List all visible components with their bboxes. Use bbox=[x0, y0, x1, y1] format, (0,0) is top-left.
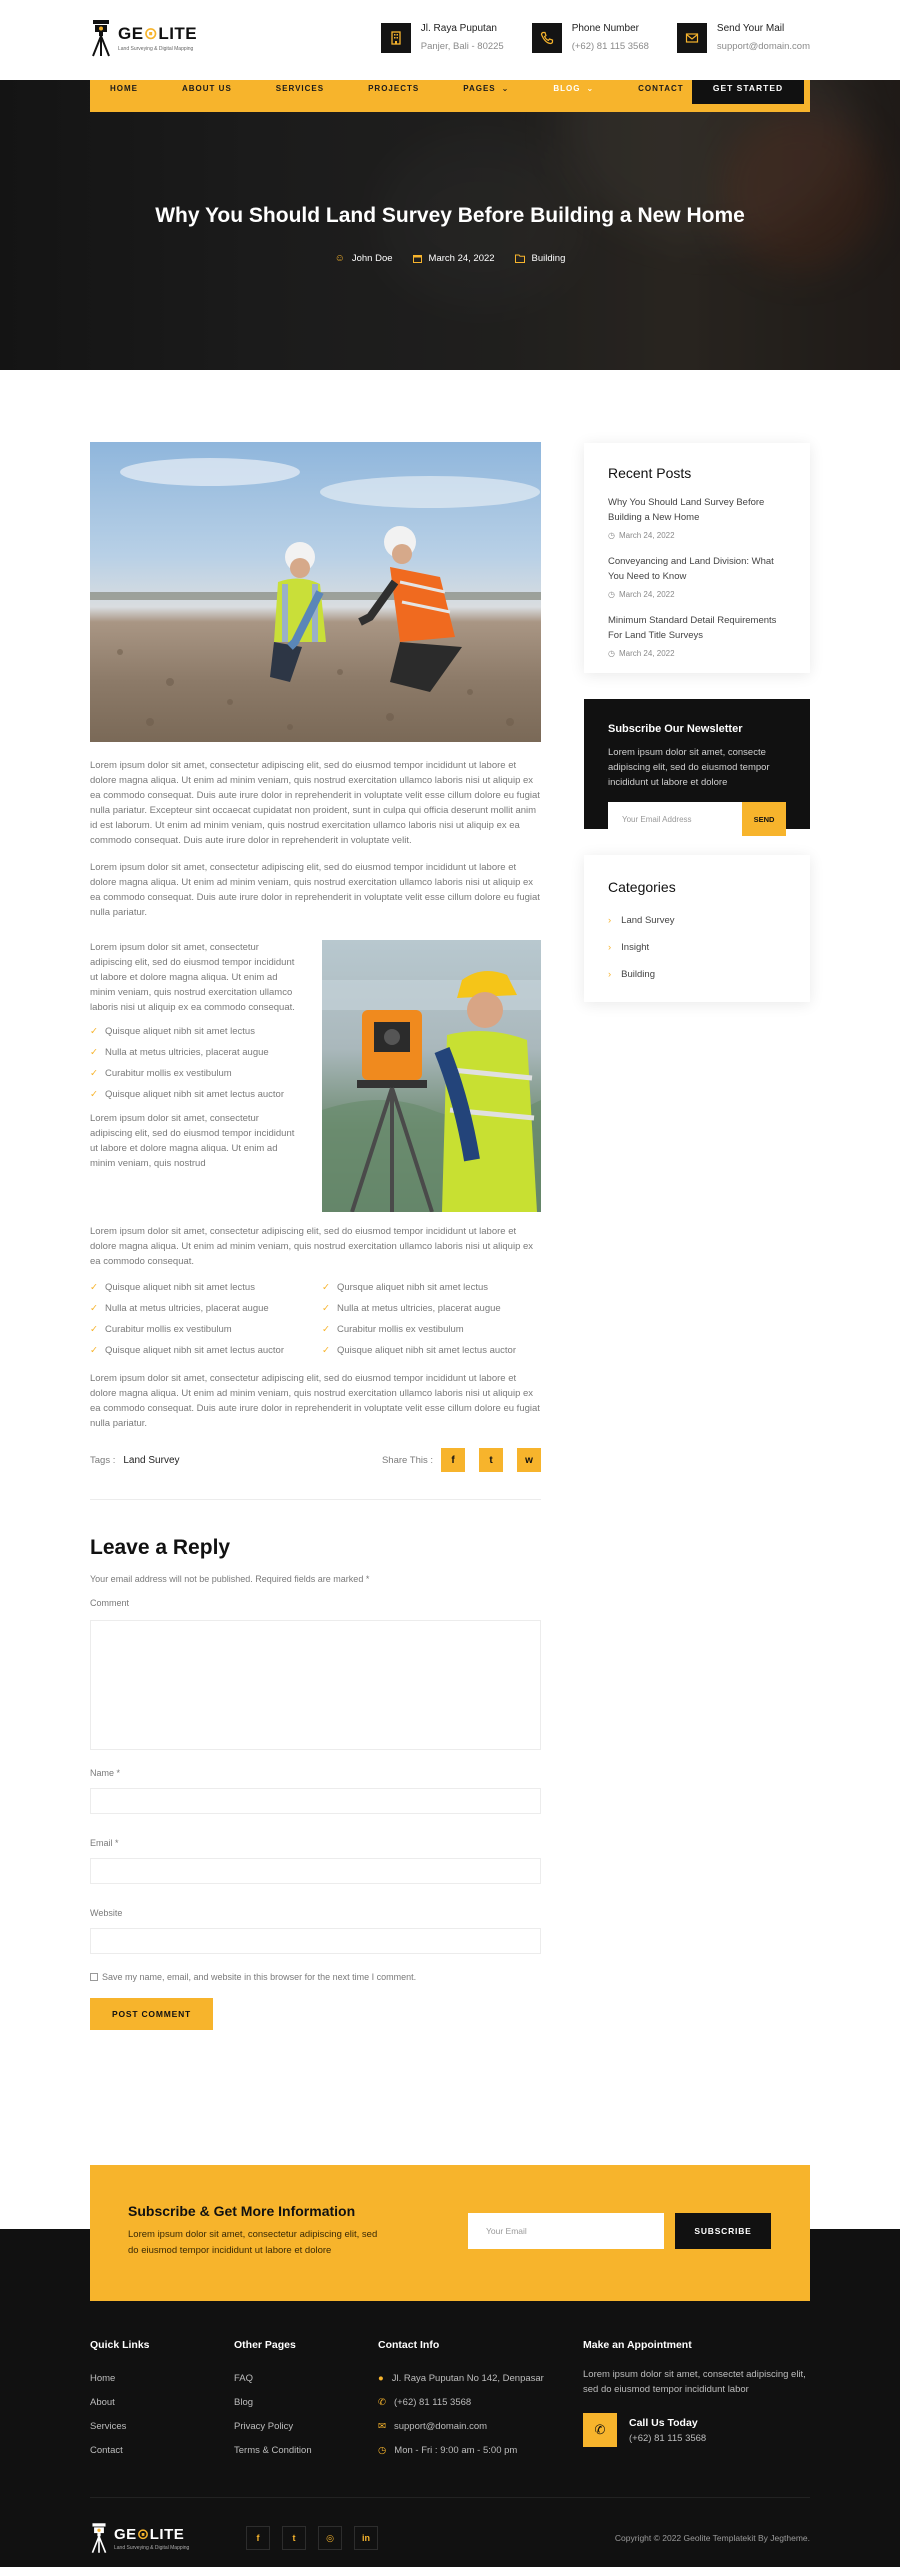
folder-icon bbox=[515, 254, 525, 263]
header-contacts bbox=[381, 22, 810, 54]
footer-link[interactable]: FAQ bbox=[234, 2373, 254, 2384]
recent-posts-title: Recent Posts bbox=[608, 465, 692, 481]
post-tags bbox=[90, 1455, 180, 1466]
header-contact-address bbox=[381, 22, 504, 54]
footer-link[interactable]: About bbox=[90, 2397, 115, 2408]
tag-link[interactable]: Land Survey bbox=[123, 1454, 180, 1466]
email-field[interactable] bbox=[90, 1858, 541, 1884]
article-paragraph: Lorem ipsum dolor sit amet, consectetur adipiscing elit, sed do eiusmod tempor incididunt ut labore et dolore magna aliqua. Ut enim ad minim veniam, quis nostrud exercitation ullamco laboris nisi ut aliquip ex ea commodo consequat. bbox=[90, 942, 295, 1013]
list-item bbox=[90, 1340, 322, 1361]
check-icon: ✓ bbox=[90, 1026, 98, 1037]
check-icon: ✓ bbox=[90, 1089, 98, 1100]
logo-o-icon: ⊙ bbox=[136, 2526, 150, 2543]
list-item-text: Curabitur mollis ex vestibulum bbox=[104, 1068, 232, 1079]
list-item bbox=[90, 1021, 302, 1042]
newsletter-text: Lorem ipsum dolor sit amet, consecte adipiscing elit, sed do eiusmod tempor incididunt ut labore et dolore bbox=[608, 747, 770, 788]
recent-post[interactable] bbox=[608, 495, 786, 540]
categories-title: Categories bbox=[608, 879, 676, 895]
article bbox=[90, 442, 541, 2030]
linkedin-icon[interactable]: in bbox=[354, 2526, 378, 2550]
recent-post[interactable] bbox=[608, 613, 786, 658]
list-item bbox=[322, 1277, 516, 1298]
list-item bbox=[90, 1319, 322, 1340]
page-hero bbox=[0, 80, 900, 370]
save-info-checkbox[interactable] bbox=[90, 1973, 98, 1981]
footer-contact-text: Mon - Fri : 9:00 am - 5:00 pm bbox=[394, 2445, 518, 2456]
list-item bbox=[90, 1084, 302, 1105]
clock-icon: ◷ bbox=[608, 590, 615, 599]
email-label: Email * bbox=[90, 1838, 119, 1848]
footer-link[interactable]: Blog bbox=[234, 2397, 254, 2408]
footer-contact-item[interactable] bbox=[378, 2391, 583, 2415]
footer-link[interactable]: Privacy Policy bbox=[234, 2421, 294, 2432]
footer-heading: Make an Appointment bbox=[583, 2339, 692, 2351]
category-label: Land Survey bbox=[621, 915, 675, 926]
nav-services[interactable]: SERVICES bbox=[275, 83, 325, 93]
footer-logo[interactable] bbox=[90, 2521, 189, 2555]
call-us-number: (+62) 81 115 3568 bbox=[629, 2432, 707, 2444]
post-meta bbox=[0, 253, 900, 264]
phone-call-icon: ✆ bbox=[583, 2413, 617, 2447]
newsletter-widget bbox=[584, 699, 810, 829]
copyright: Copyright © 2022 Geolite Templatekit By Jegtheme. bbox=[614, 2533, 810, 2543]
top-header bbox=[0, 0, 900, 80]
contact-sub: Panjer, Bali - 80225 bbox=[420, 41, 504, 52]
list-item bbox=[90, 1277, 322, 1298]
article-paragraph: Lorem ipsum dolor sit amet, consectetur adipiscing elit, sed do eiusmod tempor incididunt ut labore et dolore magna aliqua. Ut enim ad minim veniam, quis nostrud exercitation ullamco laboris nisi ut aliquip ex ea commodo consequat. Duis aute irure dolor in reprehenderit in voluptate velit esse cillum dolore eu fugiat nulla pariatur. bbox=[90, 862, 540, 918]
tags-share-row bbox=[90, 1447, 541, 1473]
list-item bbox=[90, 1298, 322, 1319]
website-field[interactable] bbox=[90, 1928, 541, 1954]
clock-icon: ◷ bbox=[378, 2445, 387, 2456]
contact-sub: support@domain.com bbox=[716, 41, 810, 52]
footer-divider bbox=[90, 2497, 810, 2498]
main-nav bbox=[90, 80, 810, 112]
post-author-name: John Doe bbox=[351, 253, 393, 264]
category-label: Building bbox=[621, 969, 655, 980]
footer-heading: Contact Info bbox=[378, 2339, 440, 2351]
share-buttons bbox=[382, 1448, 541, 1472]
footer-contact-text: support@domain.com bbox=[393, 2421, 488, 2432]
footer-columns bbox=[90, 2339, 810, 2463]
nav-projects[interactable]: PROJECTS bbox=[368, 83, 420, 93]
logo-text-post: LITE bbox=[149, 2526, 185, 2543]
mail-icon bbox=[677, 23, 707, 53]
surveyor-with-theodolite-illustration bbox=[322, 940, 541, 1212]
chevron-right-icon: › bbox=[608, 942, 612, 953]
list-item-text: Nulla at metus ultricies, placerat augue bbox=[104, 1047, 269, 1058]
building-icon bbox=[381, 23, 411, 53]
category-label: Insight bbox=[621, 942, 650, 953]
contact-sub: (+62) 81 115 3568 bbox=[571, 41, 649, 52]
recent-post-title[interactable]: Minimum Standard Detail Requirements For Land Title Surveys bbox=[608, 615, 777, 641]
list-item-text: Quisque aliquet nibh sit amet lectus auctor bbox=[336, 1345, 516, 1356]
check-icon: ✓ bbox=[90, 1324, 98, 1335]
post-category-text: Building bbox=[531, 253, 566, 264]
list-item bbox=[90, 1042, 302, 1063]
contact-title: Phone Number bbox=[571, 23, 639, 34]
save-info-label: Save my name, email, and website in this browser for the next time I comment. bbox=[102, 1972, 417, 1982]
footer-contact-item bbox=[378, 2439, 583, 2463]
facebook-icon[interactable]: f bbox=[246, 2526, 270, 2550]
list-item-text: Curabitur mollis ex vestibulum bbox=[104, 1324, 232, 1335]
comment-textarea[interactable] bbox=[90, 1620, 541, 1750]
category-item[interactable] bbox=[608, 907, 786, 934]
list-item-text: Nulla at metus ultricies, placerat augue bbox=[104, 1303, 269, 1314]
category-item[interactable] bbox=[608, 934, 786, 961]
recent-post[interactable] bbox=[608, 554, 786, 599]
recent-post-title[interactable]: Why You Should Land Survey Before Building a New Home bbox=[608, 497, 765, 523]
check-icon: ✓ bbox=[322, 1324, 330, 1335]
calendar-icon bbox=[413, 254, 422, 263]
category-item[interactable] bbox=[608, 961, 786, 988]
chevron-down-icon: ⌄ bbox=[586, 83, 595, 93]
twitter-icon[interactable]: t bbox=[282, 2526, 306, 2550]
instagram-icon[interactable]: ◎ bbox=[318, 2526, 342, 2550]
get-started-button[interactable]: GET STARTED bbox=[692, 80, 804, 104]
list-item bbox=[90, 1063, 302, 1084]
check-icon: ✓ bbox=[322, 1303, 330, 1314]
logo-text-post: LITE bbox=[158, 24, 198, 43]
surveyors-photo-illustration bbox=[90, 442, 541, 742]
footer-link[interactable]: Services bbox=[90, 2421, 127, 2432]
mail-icon: ✉ bbox=[378, 2421, 386, 2432]
location-pin-icon: ● bbox=[378, 2373, 384, 2384]
footer-heading: Quick Links bbox=[90, 2339, 150, 2351]
check-icon: ✓ bbox=[322, 1345, 330, 1356]
post-comment-button[interactable]: POST COMMENT bbox=[90, 1998, 213, 2030]
newsletter-title: Subscribe Our Newsletter bbox=[608, 723, 743, 735]
contact-title: Send Your Mail bbox=[716, 23, 785, 34]
nav-contact[interactable]: CONTACT bbox=[638, 83, 684, 93]
phone-icon: ✆ bbox=[378, 2397, 386, 2408]
call-us-title: Call Us Today bbox=[629, 2416, 698, 2429]
website-label: Website bbox=[90, 1908, 123, 1918]
footer-link[interactable]: Terms & Condition bbox=[234, 2445, 312, 2456]
footer-contact-item[interactable] bbox=[378, 2415, 583, 2439]
subscribe-banner bbox=[90, 2165, 810, 2301]
article-paragraph: Lorem ipsum dolor sit amet, consectetur adipiscing elit, sed do eiusmod tempor incididunt ut labore et dolore magna aliqua. Ut enim ad minim veniam, quis nostrud exercitation ullamco laboris nisi ut aliquip ex ea commodo consequat. Duis aute irure dolor in reprehenderit in voluptate velit esse cillum dolore eu fugiat nulla pariatur. Excepteur sint occaecat cupidatat non proident, sunt in culpa qui officia deserunt mollit anim id est laborum. Ut enim ad minim veniam, quis nostrud exercitation ullamco laboris nisi ut aliquip ex ea commodo consequat. Duis aute irure dolor in reprehenderit in voluptate velit. bbox=[90, 760, 540, 846]
article-main-image bbox=[90, 442, 541, 742]
article-paragraph: Lorem ipsum dolor sit amet, consectetur adipiscing elit, sed do eiusmod tempor incididunt ut labore et dolore magna aliqua. Ut enim ad minim veniam, quis nostrud exercitation ullamco laboris nisi ut aliquip ex ea commodo consequat. Duis aute irure dolor in reprehenderit in voluptate velit esse cillum dolore eu fugiat nulla pariatur. bbox=[90, 1373, 540, 1429]
clock-icon: ◷ bbox=[608, 531, 615, 540]
feature-list-columns bbox=[90, 1277, 541, 1361]
check-icon: ✓ bbox=[90, 1282, 98, 1293]
list-item-text: Curabitur mollis ex vestibulum bbox=[336, 1324, 464, 1335]
logo-text-pre: GE bbox=[114, 2526, 137, 2543]
name-field[interactable] bbox=[90, 1788, 541, 1814]
newsletter-form bbox=[608, 802, 786, 836]
logo-text-pre: GE bbox=[118, 24, 144, 43]
footer-quick-links bbox=[90, 2339, 234, 2463]
page-title: Why You Should Land Survey Before Building a New Home bbox=[155, 204, 745, 227]
user-icon: ☺ bbox=[334, 253, 345, 264]
post-category[interactable] bbox=[515, 253, 566, 264]
chevron-right-icon: › bbox=[608, 915, 612, 926]
surveyor-tripod-icon bbox=[90, 18, 112, 58]
feature-list bbox=[322, 1277, 516, 1361]
tags-label: Tags : bbox=[90, 1454, 116, 1466]
article-paragraph: Lorem ipsum dolor sit amet, consectetur adipiscing elit, sed do eiusmod tempor incididunt ut labore et dolore magna aliqua. Ut enim ad minim veniam, quis nostrud exercitation ullamco laboris nisi ut aliquip ex ea commodo consequat. bbox=[90, 1226, 534, 1267]
subscribe-email-input[interactable]: Your Email bbox=[468, 2213, 664, 2249]
list-item-text: Quisque aliquet nibh sit amet lectus auctor bbox=[104, 1089, 284, 1100]
check-icon: ✓ bbox=[90, 1303, 98, 1314]
footer-contact-item bbox=[378, 2367, 583, 2391]
newsletter-send-button[interactable]: SEND bbox=[742, 802, 786, 836]
subscribe-text: Lorem ipsum dolor sit amet, consectetur adipiscing elit, sed do eiusmod tempor incididunt ut labore et dolore bbox=[128, 2229, 378, 2256]
footer-contact-text: (+62) 81 115 3568 bbox=[393, 2397, 472, 2408]
main-content bbox=[0, 370, 900, 2160]
list-item bbox=[322, 1319, 516, 1340]
surveyor-tripod-icon bbox=[90, 2521, 108, 2555]
list-item-text: Qursque aliquet nibh sit amet lectus bbox=[336, 1282, 488, 1293]
list-item-text: Nulla at metus ultricies, placerat augue bbox=[336, 1303, 501, 1314]
list-item-text: Quisque aliquet nibh sit amet lectus auctor bbox=[104, 1345, 284, 1356]
article-media-row bbox=[90, 940, 541, 1212]
logo-tagline: Land Surveying & Digital Mapping bbox=[114, 2545, 190, 2551]
footer-social bbox=[246, 2526, 378, 2550]
footer-contact-text: Jl. Raya Puputan No 142, Denpasar bbox=[391, 2373, 544, 2384]
recent-posts-widget bbox=[584, 443, 810, 673]
footer-contact-info bbox=[378, 2339, 583, 2463]
post-date-text: March 24, 2022 bbox=[428, 253, 495, 264]
feature-list bbox=[90, 1021, 302, 1105]
logo-o-icon: ⊙ bbox=[143, 24, 159, 43]
whatsapp-icon[interactable]: w bbox=[517, 1448, 541, 1472]
recent-post-title[interactable]: Conveyancing and Land Division: What You Need to Know bbox=[608, 556, 774, 582]
post-author[interactable] bbox=[335, 253, 393, 264]
header-contact-phone[interactable] bbox=[532, 22, 649, 54]
recent-post-date: March 24, 2022 bbox=[618, 531, 675, 540]
recent-post-date: March 24, 2022 bbox=[618, 649, 675, 658]
check-icon: ✓ bbox=[90, 1345, 98, 1356]
list-item bbox=[322, 1298, 516, 1319]
categories-widget bbox=[584, 855, 810, 1002]
reply-form bbox=[90, 1536, 541, 2030]
reply-note: Your email address will not be published. Required fields are marked * bbox=[90, 1574, 370, 1584]
call-us-block[interactable] bbox=[583, 2413, 810, 2447]
chevron-down-icon: ⌄ bbox=[501, 83, 510, 93]
list-item-text: Quisque aliquet nibh sit amet lectus bbox=[104, 1282, 255, 1293]
subscribe-title: Subscribe & Get More Information bbox=[128, 2203, 356, 2219]
footer-appointment bbox=[583, 2339, 810, 2463]
twitter-icon[interactable]: t bbox=[479, 1448, 503, 1472]
footer-appt-text: Lorem ipsum dolor sit amet, consectet adipiscing elit, sed do eiusmod tempor incididunt labor bbox=[583, 2369, 806, 2395]
newsletter-email-input[interactable]: Your Email Address bbox=[608, 802, 742, 836]
save-info-row bbox=[90, 1972, 541, 1982]
chevron-right-icon: › bbox=[608, 969, 612, 980]
nav-blog[interactable] bbox=[553, 80, 594, 112]
facebook-icon[interactable]: f bbox=[441, 1448, 465, 1472]
recent-post-date: March 24, 2022 bbox=[618, 590, 675, 599]
reply-title: Leave a Reply bbox=[90, 1536, 231, 1559]
footer-other-pages bbox=[234, 2339, 378, 2463]
phone-icon bbox=[532, 23, 562, 53]
contact-title: Jl. Raya Puputan bbox=[420, 23, 497, 34]
list-item-text: Quisque aliquet nibh sit amet lectus bbox=[104, 1026, 255, 1037]
footer-link[interactable]: Home bbox=[90, 2373, 116, 2384]
clock-icon: ◷ bbox=[608, 649, 615, 658]
header-contact-mail[interactable] bbox=[677, 22, 810, 54]
nav-blog-label: BLOG bbox=[553, 83, 581, 93]
footer-heading: Other Pages bbox=[234, 2339, 296, 2351]
check-icon: ✓ bbox=[90, 1068, 98, 1079]
check-icon: ✓ bbox=[90, 1047, 98, 1058]
article-side-image bbox=[322, 940, 541, 1212]
name-label: Name * bbox=[90, 1768, 121, 1778]
divider bbox=[90, 1499, 541, 1500]
logo-tagline: Land Surveying & Digital Mapping bbox=[118, 46, 194, 52]
nav-about[interactable]: ABOUT US bbox=[182, 83, 232, 93]
categories-list bbox=[608, 907, 786, 988]
footer-link[interactable]: Contact bbox=[90, 2445, 123, 2456]
nav-pages[interactable] bbox=[463, 80, 509, 112]
comment-label: Comment bbox=[90, 1598, 130, 1608]
list-item bbox=[322, 1340, 516, 1361]
article-paragraph: Lorem ipsum dolor sit amet, consectetur adipiscing elit, sed do eiusmod tempor incididunt ut labore et dolore magna aliqua. Ut enim ad minim veniam, quis nostrud bbox=[90, 1113, 295, 1169]
feature-list bbox=[90, 1277, 322, 1361]
nav-pages-label: PAGES bbox=[463, 83, 496, 93]
logo[interactable] bbox=[90, 18, 197, 58]
subscribe-button[interactable]: SUBSCRIBE bbox=[675, 2213, 771, 2249]
post-date bbox=[413, 253, 495, 264]
share-label: Share This : bbox=[381, 1454, 433, 1466]
check-icon: ✓ bbox=[322, 1282, 330, 1293]
nav-home[interactable]: HOME bbox=[110, 83, 138, 93]
